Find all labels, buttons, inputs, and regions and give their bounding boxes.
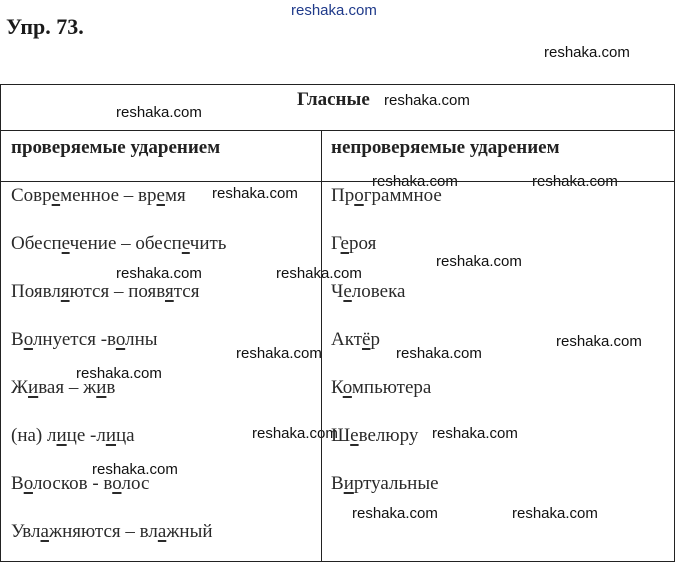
checked-word-pair: Появляются – появятся — [11, 281, 200, 302]
unchecked-word: Виртуальные — [331, 473, 439, 494]
watermark: reshaka.com — [512, 505, 598, 522]
watermark: reshaka.com — [532, 173, 618, 190]
column-header-unchecked: непроверяемые ударением — [331, 137, 560, 158]
vowels-table — [0, 84, 675, 562]
watermark: reshaka.com — [556, 333, 642, 350]
checked-word-pair: Волнуется -волны — [11, 329, 158, 350]
unchecked-word: Человека — [331, 281, 406, 302]
watermark: reshaka.com — [116, 265, 202, 282]
checked-word-pair: (на) лице -лица — [11, 425, 135, 446]
column-divider — [321, 130, 322, 561]
watermark: reshaka.com — [276, 265, 362, 282]
watermark: reshaka.com — [384, 92, 470, 109]
table-header: Гласные — [297, 89, 370, 110]
unchecked-word: Героя — [331, 233, 377, 254]
table-divider — [1, 130, 674, 131]
checked-word-pair: Волосков - волос — [11, 473, 150, 494]
watermark: reshaka.com — [252, 425, 338, 442]
watermark: reshaka.com — [432, 425, 518, 442]
exercise-title: Упр. 73. — [6, 14, 84, 39]
unchecked-word: Программное — [331, 185, 442, 206]
watermark: reshaka.com — [352, 505, 438, 522]
checked-word-pair: Современное – время — [11, 185, 186, 206]
unchecked-word: Шевелюру — [331, 425, 419, 446]
watermark: reshaka.com — [236, 345, 322, 362]
checked-word-pair: Обеспечение – обеспечить — [11, 233, 227, 254]
checked-word-pair: Увлажняются – влажный — [11, 521, 213, 542]
column-header-checked: проверяемые ударением — [11, 137, 221, 158]
watermark: reshaka.com — [372, 173, 458, 190]
watermark: reshaka.com — [291, 2, 377, 19]
checked-word-pair: Живая – жив — [11, 377, 116, 398]
unchecked-word: Актёр — [331, 329, 380, 350]
watermark: reshaka.com — [116, 104, 202, 121]
unchecked-word: Компьютера — [331, 377, 432, 398]
watermark: reshaka.com — [436, 253, 522, 270]
watermark: reshaka.com — [76, 365, 162, 382]
watermark: reshaka.com — [92, 461, 178, 478]
watermark: reshaka.com — [212, 185, 298, 202]
table-divider — [1, 181, 674, 182]
watermark: reshaka.com — [396, 345, 482, 362]
watermark: reshaka.com — [544, 44, 630, 61]
